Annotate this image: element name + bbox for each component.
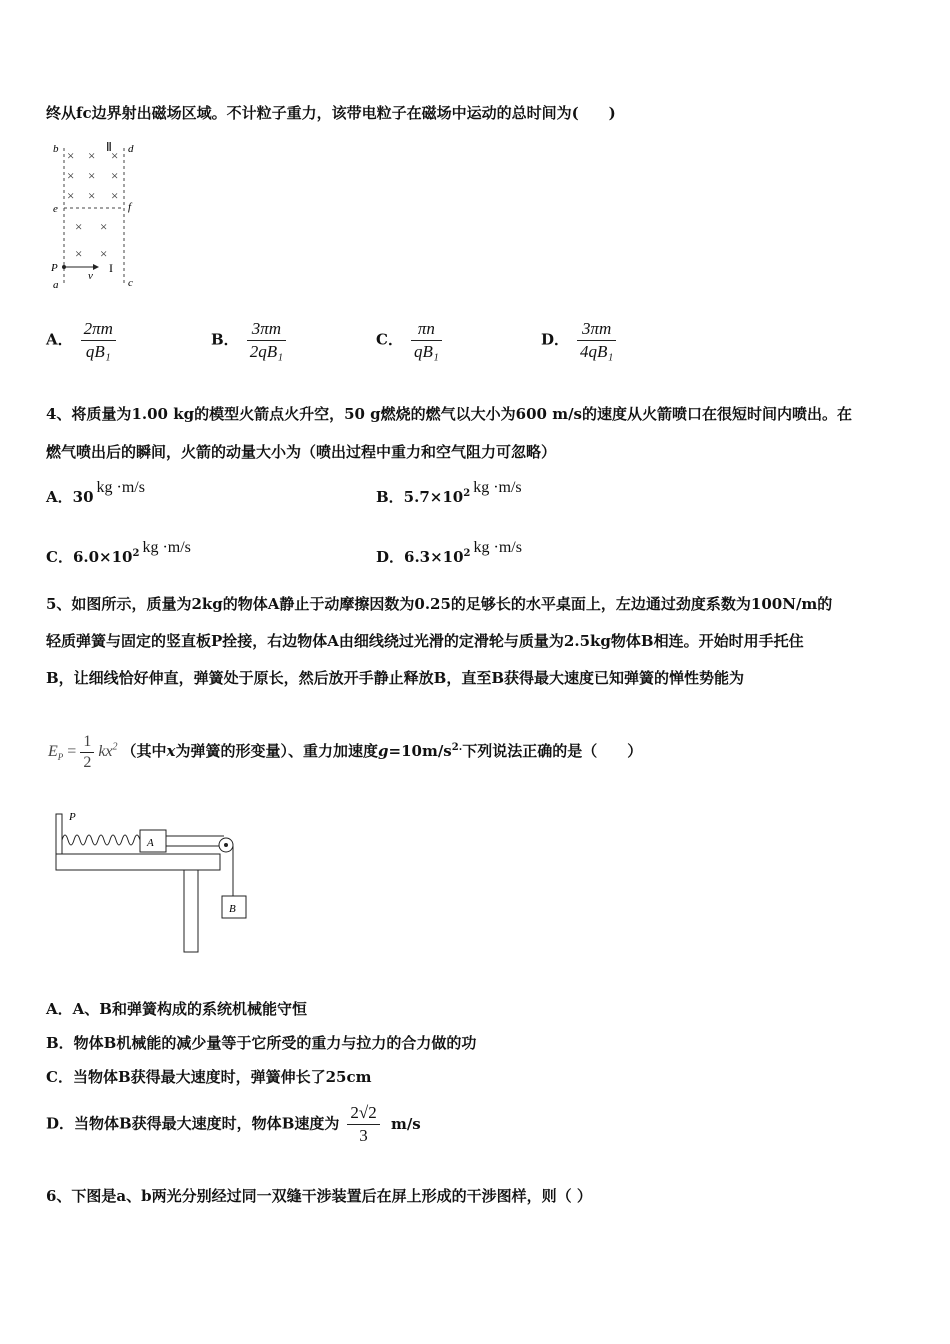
q6-stem-line1: 6、下图是a、b两光分别经过同一双缝干涉装置后在屏上形成的干涉图样，则（ ） [46,1187,592,1205]
spring-energy-formula: $E_P$ = $\frac{1}{2}$ $kx^2$ [48,733,118,771]
svg-text:×: × [67,148,75,163]
label-region-II: Ⅱ [106,140,112,154]
q3-option-b[interactable]: B． $\frac{3\pi m}{\text{2qB₁}}$ [211,318,286,363]
svg-text:B: B [229,903,236,915]
label-P: P [51,262,58,274]
q3-option-d[interactable]: D． $\frac{3\pi m}{\text{4qB₁}}$ [541,318,616,363]
q3-option-c[interactable]: C． $\frac{\pi n}{\text{qB₁}}$ [376,318,442,363]
q5-stem-line2: 轻质弹簧与固定的竖直板P拴接，右边物体A由细线绕过光滑的定滑轮与质量为2.5kg物体B相连。开始时用手托住 [46,632,804,650]
svg-text:×: × [111,148,119,163]
svg-text:×: × [111,188,119,203]
q5-stem-line1: 5、如图所示，质量为2kg的物体A静止于动摩擦因数为0.25的足够长的水平桌面上，左边通过劲度系数为100N/m的 [46,595,833,613]
q4-option-a[interactable]: A．30kg ·m/s [46,479,145,506]
label-f: f [128,201,132,213]
q4-stem-line1: 4、将质量为1.00 kg的模型火箭点火升空，50 g燃烧的燃气以大小为600 m/s的速度从火箭喷口在很短时间内喷出。在 [46,405,852,423]
field-cross-marks [67,148,118,261]
label-d: d [128,143,134,155]
svg-text:×: × [88,168,96,183]
table-top [56,854,220,870]
svg-text:×: × [75,219,83,234]
q4-option-b[interactable]: B．$5.7\times 10^2$ kg ·m/s [376,479,522,506]
q4-stem-line2: 燃气喷出后的瞬间，火箭的动量大小为（喷出过程中重力和空气阻力可忽略） [46,443,557,461]
label-plate-P: P [69,811,76,823]
table-leg [184,870,198,952]
label-a: a [53,279,59,291]
label-e: e [53,203,58,215]
q5-stem-line3: B，让细线恰好伸直，弹簧处于原长，然后放开手静止释放B，直至B获得最大速度已知弹簧的惮性势能为 [46,669,745,687]
label-c: c [128,277,133,289]
svg-text:A: A [147,837,154,849]
svg-text:×: × [88,188,96,203]
svg-text:×: × [88,148,96,163]
q5-spring-pulley-figure [52,810,262,960]
q3-option-a[interactable]: A． $\frac{2\pi m}{\text{qB₁}}$ [46,318,116,363]
q5-option-d[interactable]: D．当物体B获得最大速度时，物体B速度为 $\frac{2√2}{3}$ m/s [46,1103,421,1145]
svg-text:×: × [111,168,119,183]
svg-text:×: × [75,246,83,261]
q4-option-c[interactable]: C．$6.0\times 10^2$ kg ·m/s [46,539,191,566]
q5-option-c[interactable]: C．当物体B获得最大速度时，弹簧伸长了25cm [46,1068,372,1086]
svg-text:×: × [100,219,108,234]
label-region-I: I [109,261,113,275]
label-v: v [88,270,93,282]
svg-text:×: × [100,246,108,261]
svg-text:×: × [67,188,75,203]
q3-stem-tail: 终从fc边界射出磁场区域。不计粒子重力，该带电粒子在磁场中运动的总时间为( ) [46,104,616,122]
label-b: b [53,143,59,155]
svg-text:×: × [67,168,75,183]
q5-option-a[interactable]: A．A、B和弹簧构成的系统机械能守恒 [46,1000,307,1018]
spring [62,835,146,845]
q5-formula-line: $E_P$ = $\frac{1}{2}$ $kx^2$ （其中x为弹簧的形变量）、重力加速度$g=10m/s^{2.}$下列说法正确的是（ ） [48,733,643,771]
q3-magnetic-field-figure [48,138,148,293]
q5-option-b[interactable]: B．物体B机械能的减少量等于它所受的重力与拉力的合力做的功 [46,1034,477,1052]
q4-option-d[interactable]: D．$6.3\times 10^2$ kg ·m/s [376,539,522,566]
